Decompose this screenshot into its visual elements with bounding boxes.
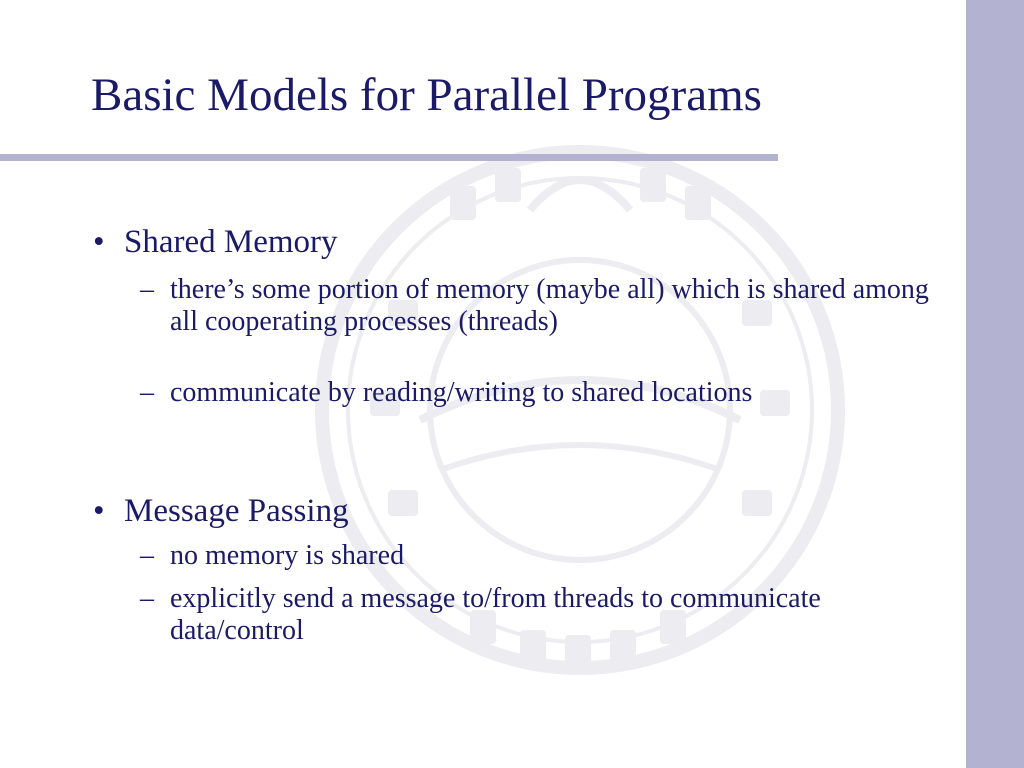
- subitem-text: explicitly send a message to/from threads to communicate data/control: [170, 583, 821, 646]
- bullet-label: Message Passing: [124, 493, 349, 529]
- slide-title: Basic Models for Parallel Programs: [91, 69, 762, 121]
- dash-glyph: –: [140, 583, 154, 614]
- dash-glyph: –: [140, 540, 154, 571]
- subitem-text: no memory is shared: [170, 540, 405, 571]
- title-underline-rule: [0, 154, 778, 161]
- bullet-label: Shared Memory: [124, 224, 338, 260]
- right-accent-bar: [966, 0, 1024, 768]
- subitem-text: there’s some portion of memory (maybe all) which is shared among all cooperating processes (threads): [170, 274, 929, 337]
- dash-glyph: –: [140, 377, 154, 408]
- bullet-glyph: •: [93, 224, 105, 260]
- subitem-text: communicate by reading/writing to shared locations: [170, 377, 753, 408]
- bullet-glyph: •: [93, 493, 105, 529]
- dash-glyph: –: [140, 274, 154, 305]
